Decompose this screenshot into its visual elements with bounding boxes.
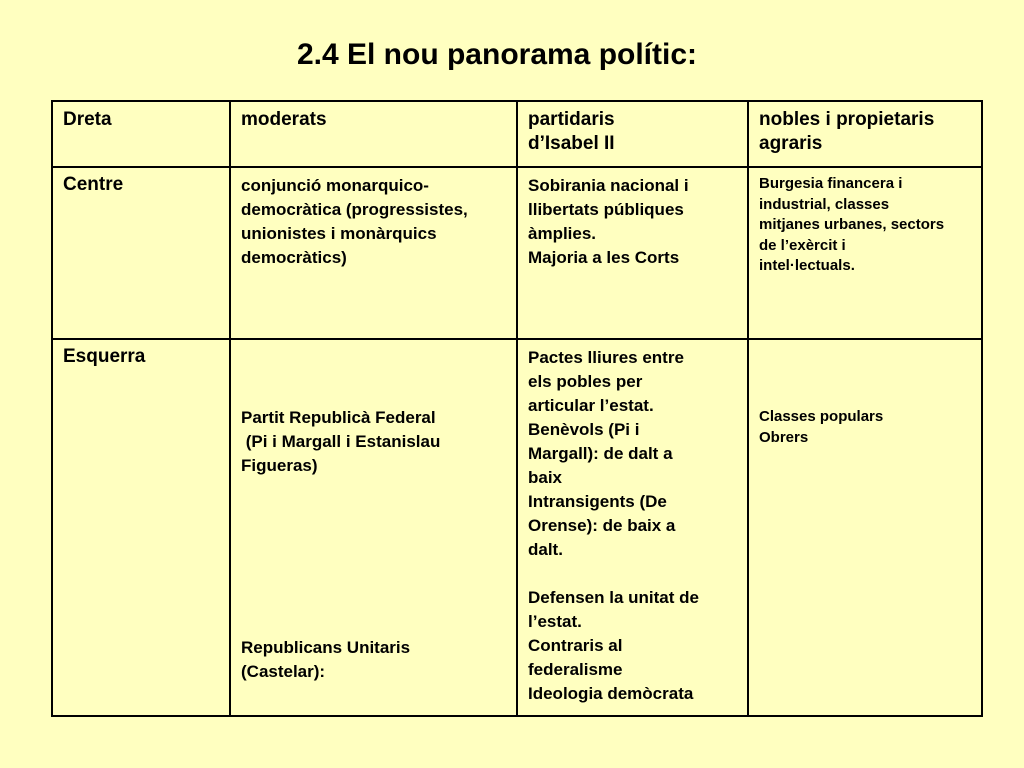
text-line: Obrers xyxy=(759,429,809,446)
text-line: democràtics) xyxy=(241,248,347,267)
text-line: intel·lectuals. xyxy=(759,257,855,274)
cell-esquerra-partits xyxy=(230,339,517,716)
text-line: Figueras) xyxy=(241,456,318,475)
federal-block xyxy=(241,406,506,478)
text-line: Ideologia demòcrata xyxy=(528,684,694,703)
cell-dreta-nobles xyxy=(748,101,982,167)
text-line: Benèvols (Pi i xyxy=(528,420,640,439)
cell-centre-burgesia xyxy=(748,167,982,339)
text-line: Contraris al xyxy=(528,636,623,655)
text-line: mitjanes urbanes, sectors xyxy=(759,216,945,233)
table-row-dreta xyxy=(52,101,982,167)
political-table xyxy=(51,100,983,717)
text-line: conjunció monarquico- xyxy=(241,176,429,195)
text-line: dalt. xyxy=(528,540,563,559)
text-line: industrial, classes xyxy=(759,195,890,213)
text-line: unionistes i monàrquics xyxy=(241,224,437,243)
cell-dreta-partidaris xyxy=(517,101,748,167)
page-title: 2.4 El nou panorama polític: xyxy=(296,38,698,71)
text-line: (Pi i Margall i Estanislau xyxy=(241,432,441,451)
text-line: llibertats públiques xyxy=(528,200,684,219)
text-line: partidaris xyxy=(528,109,615,130)
text-line: els pobles per xyxy=(528,372,643,391)
text-line: l’estat. xyxy=(528,612,582,631)
text-line: Classes populars xyxy=(759,408,884,425)
text-line: Burgesia financera i xyxy=(759,175,903,192)
cell-dreta-label: Dreta xyxy=(52,101,230,167)
text-line: àmplies. xyxy=(528,224,597,243)
table-row-esquerra xyxy=(52,339,982,716)
cell-dreta-moderats: moderats xyxy=(230,101,517,167)
classes-block xyxy=(759,406,971,448)
cell-centre-sobirania xyxy=(517,167,748,339)
text-line: Partit Republicà Federal xyxy=(241,408,436,427)
text-line: Intransigents (De xyxy=(528,492,667,511)
text-line: federalisme xyxy=(528,660,623,679)
text-line: Orense): de baix a xyxy=(528,516,676,535)
text-line: Republicans Unitaris xyxy=(241,638,411,657)
cell-centre-label: Centre xyxy=(52,167,230,339)
text-line: democràtica (progressistes, xyxy=(241,200,468,219)
text-line: de l’exèrcit i xyxy=(759,236,846,254)
text-line: Defensen la unitat de xyxy=(528,588,699,607)
text-line: d’Isabel II xyxy=(528,133,615,154)
text-line: agraris xyxy=(759,133,823,154)
cell-esquerra-classes xyxy=(748,339,982,716)
cell-esquerra-label: Esquerra xyxy=(52,339,230,716)
text-line: (Castelar): xyxy=(241,662,326,681)
text-line: nobles i propietaris xyxy=(759,109,935,130)
text-line: Margall): de dalt a xyxy=(528,444,673,463)
text-line: articular l’estat. xyxy=(528,396,654,415)
text-line: Sobirania nacional i xyxy=(528,176,689,195)
cell-esquerra-ideologia xyxy=(517,339,748,716)
cell-centre-conjuncio xyxy=(230,167,517,339)
text-line: Majoria a les Corts xyxy=(528,248,680,267)
spacer xyxy=(528,562,737,586)
text-line: baix xyxy=(528,468,563,487)
table-row-centre xyxy=(52,167,982,339)
unitaris-block xyxy=(241,636,506,684)
text-line: Pactes lliures entre xyxy=(528,348,684,367)
